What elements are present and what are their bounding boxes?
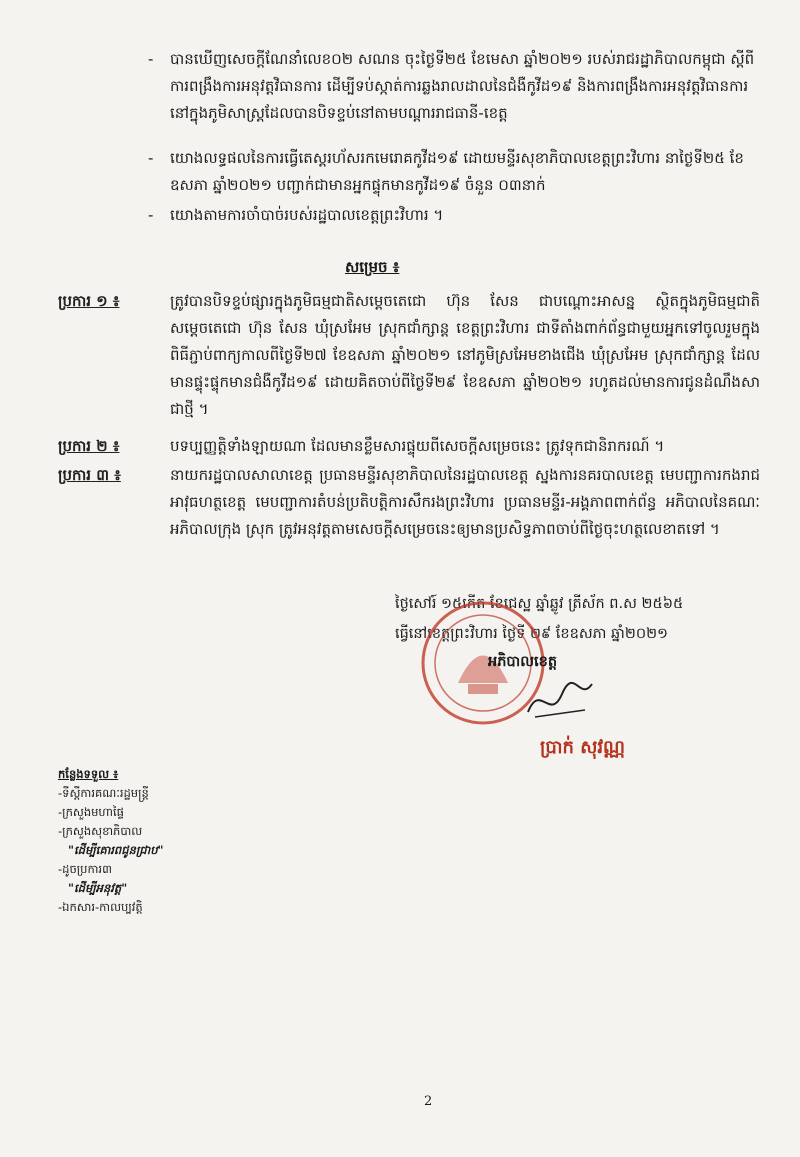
article-text: នាយករដ្ឋបាលសាលាខេត្ត ប្រធានមន្ទីរសុខាភិបាលនៃរដ្ឋបាលខេត្ត ស្នងការនគរបាលខេត្ត មេបញ្ជាការកងរាជអាវុធហត្ថខេត្ត មេបញ្ជាការតំបន់ប្រតិបត្តិការសឹករងព្រះវិហារ ប្រធានមន្ទីរ-អង្គភាពពាក់ព័ន្ធ អភិបាលនៃគណៈអភិបាលក្រុង ស្រុក ត្រូវអនុវត្តតាមសេចក្ដីសម្រេចនេះឲ្យមានប្រសិទ្ធភាពចាប់ពីថ្ងៃចុះហត្ថលេខាតទៅ ។ bbox=[170, 466, 760, 538]
bullet-text: យោងតាមការចាំបាច់របស់រដ្ឋបាលខេត្តព្រះវិហារ ។ bbox=[170, 206, 444, 224]
bullet-dash: - bbox=[148, 50, 154, 68]
recipient-item: -ដូចប្រការ៣ bbox=[58, 862, 112, 876]
recipient-note: "ដើម្បីអនុវត្ត" bbox=[68, 881, 128, 895]
recipient-item: -ឯកសារ-កាលប្បវត្តិ bbox=[58, 900, 143, 914]
recipient-item: -ក្រសួងមហាផ្ទៃ bbox=[58, 805, 124, 819]
lunar-date-line: ថ្ងៃសៅរ៍ ១៥កើត ខែជេស្ឋ ឆ្នាំឆ្លូវ ត្រីស័ក ព.ស ២៥៦៥ bbox=[395, 596, 684, 612]
article-label: ប្រការ ៣ ៖ bbox=[58, 466, 121, 484]
page-number: 2 bbox=[424, 1094, 433, 1109]
bullet-text: បានឃើញសេចក្ដីណែនាំលេខ០២ សណន ចុះថ្ងៃទី២៥ ខែមេសា ឆ្នាំ២០២១ របស់រាជរដ្ឋាភិបាលកម្ពុជា ស្ដីពីការពង្រឹងការអនុវត្តវិធានការ ដើម្បីទប់ស្កាត់ការឆ្លងរាលដាលនៃជំងឺកូវីដ១៩ និងការពង្រឹងការអនុវត្តវិធានការនៅក្នុងភូមិសាស្ត្រដែលបានបិទខ្ទប់នៅតាមបណ្ដាររាជធានី-ខេត្ត bbox=[170, 50, 755, 122]
article-label: ប្រការ ១ ៖ bbox=[58, 292, 120, 310]
recipients-title: កន្លែងទទួល ៖ bbox=[58, 767, 119, 781]
article-text: ត្រូវបានបិទខ្ទប់ផ្សារក្នុងភូមិធម្មជាតិសម្ដេចតេជោ ហ៊ុន សែន ជាបណ្ដោះអាសន្ន ស្ថិតក្នុងភូមិធម្មជាតិសម្ដេចតេជោ ហ៊ុន សែន ឃុំស្រអែម ស្រុកជាំក្សាន្ត ខេត្តព្រះវិហារ ជាទីតាំងពាក់ព័ន្ធជាមួយអ្នកទៅចូលរួមក្នុងពិធីភ្ជាប់ពាក្យកាលពីថ្ងៃទី២៧ ខែឧសភា ឆ្នាំ២០២១ នៅភូមិស្រអែមខាងជើង ឃុំស្រអែម ស្រុកជាំក្សាន្ត ដែលមានផ្ទុះផ្ទុកមានជំងឺកូវីដ១៩ ដោយគិតចាប់ពីថ្ងៃទី២៩ ខែឧសភា ឆ្នាំ២០២១ រហូតដល់មានការជូនដំណឹងសាជាថ្មី ។ bbox=[170, 292, 760, 418]
governor-title: អភិបាលខេត្ត bbox=[488, 654, 558, 670]
bullet-dash: - bbox=[148, 149, 154, 167]
bullet-dash: - bbox=[148, 206, 154, 224]
recipient-item: -ក្រសួងសុខាភិបាល bbox=[58, 824, 143, 838]
solar-date-line: ធ្វើនៅខេត្តព្រះវិហារ ថ្ងៃទី ២៩ ខែឧសភា ឆ្នាំ២០២១ bbox=[395, 626, 669, 642]
article-label: ប្រការ ២ ៖ bbox=[58, 437, 120, 455]
recipient-item: -ទីស្ដីការគណៈរដ្ឋមន្ត្រី bbox=[58, 786, 149, 800]
bullet-text: យោងលទ្ធផលនៃការធ្វើតេស្តរហ័សរកមេរោគកូវីដ១៩ ដោយមន្ទីរសុខាភិបាលខេត្តព្រះវិហារ នាថ្ងៃទី២៥ ខែឧសភា ឆ្នាំ២០២១ បញ្ជាក់ជាមានអ្នកផ្ទុកមានកូវីដ១៩ ចំនួន ០៣នាក់ bbox=[170, 149, 744, 194]
handwritten-signature-icon bbox=[520, 672, 600, 727]
article-text: បទប្បញ្ញត្តិទាំងឡាយណា ដែលមានខ្លឹមសារផ្ទុយពីសេចក្ដីសម្រេចនេះ ត្រូវទុកជានិរាករណ៍ ។ bbox=[170, 437, 665, 455]
recipient-note: "ដើម្បីគោរពជូនជ្រាប" bbox=[68, 843, 164, 857]
signer-name: ប្រាក់ សុវណ្ណ bbox=[540, 737, 626, 758]
recipients-block bbox=[58, 765, 163, 917]
decision-heading: សម្រេច ៖ bbox=[345, 258, 400, 276]
